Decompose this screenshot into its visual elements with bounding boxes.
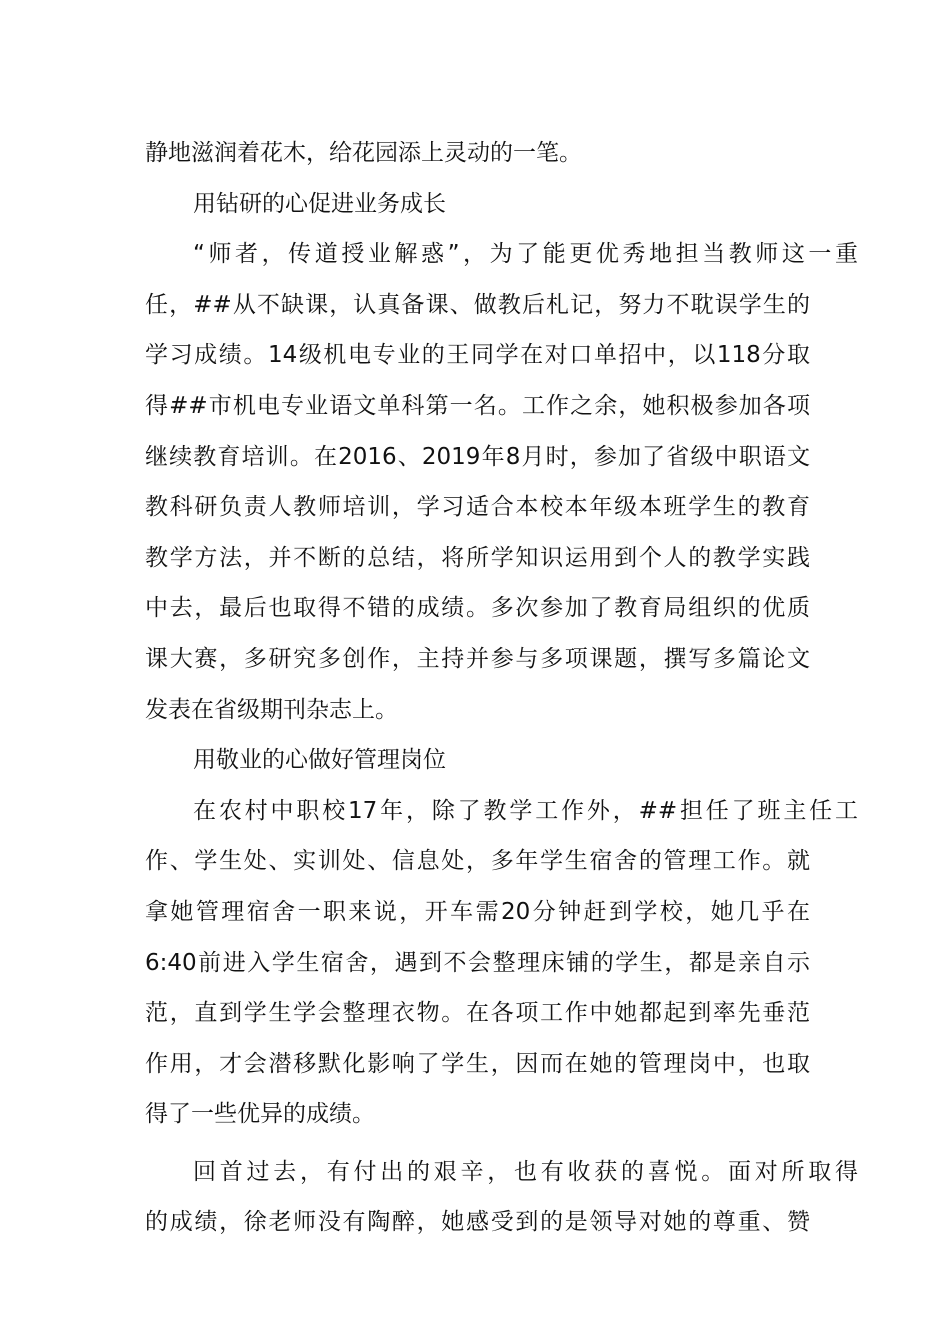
paragraph-line: 学习成绩。14级机电专业的王同学在对口单招中，以118分取 <box>145 342 810 369</box>
section-heading: 用敬业的心做好管理岗位 <box>193 747 446 774</box>
paragraph-line: 范，直到学生学会整理衣物。在各项工作中她都起到率先垂范 <box>145 1000 810 1027</box>
paragraph-line: 回首过去，有付出的艰辛，也有收获的喜悦。面对所取得 <box>193 1158 858 1185</box>
paragraph-line: 教科研负责人教师培训，学习适合本校本年级本班学生的教育 <box>145 494 810 521</box>
paragraph-line: 课大赛，多研究多创作，主持并参与多项课题，撰写多篇论文 <box>145 645 810 672</box>
paragraph-line: 静地滋润着花木，给花园添上灵动的一笔。 <box>145 140 582 166</box>
paragraph-line: 得##市机电专业语文单科第一名。工作之余，她积极参加各项 <box>145 392 810 419</box>
paragraph-line: 作用，才会潜移默化影响了学生，因而在她的管理岗中，也取 <box>145 1050 810 1077</box>
paragraph-line: “师者，传道授业解惑”，为了能更优秀地担当教师这一重 <box>193 241 858 268</box>
paragraph-line: 继续教育培训。在2016、2019年8月时，参加了省级中职语文 <box>145 443 810 470</box>
paragraph-line: 作、学生处、实训处、信息处，多年学生宿舍的管理工作。就 <box>145 848 810 875</box>
paragraph-line: 任，##从不缺课，认真备课、做教后札记，努力不耽误学生的 <box>145 291 810 318</box>
document-body <box>145 128 858 1248</box>
paragraph-line: 中去，最后也取得不错的成绩。多次参加了教育局组织的优质 <box>145 595 810 622</box>
paragraph-line: 教学方法，并不断的总结，将所学知识运用到个人的教学实践 <box>145 544 810 571</box>
paragraph-line: 发表在省级期刊杂志上。 <box>145 696 398 723</box>
paragraph-line: 在农村中职校17年，除了教学工作外，##担任了班主任工 <box>193 797 858 824</box>
paragraph-spacer <box>145 1140 810 1147</box>
paragraph-line: 6:40前进入学生宿舍，遇到不会整理床铺的学生，都是亲自示 <box>145 949 810 976</box>
paragraph-line: 得了一些优异的成绩。 <box>145 1101 375 1128</box>
paragraph-line: 拿她管理宿舍一职来说，开车需20分钟赶到学校，她几乎在 <box>145 898 810 925</box>
section-heading: 用钻研的心促进业务成长 <box>193 190 446 217</box>
paragraph-line: 的成绩，徐老师没有陶醉，她感受到的是领导对她的尊重、赞 <box>145 1209 810 1236</box>
